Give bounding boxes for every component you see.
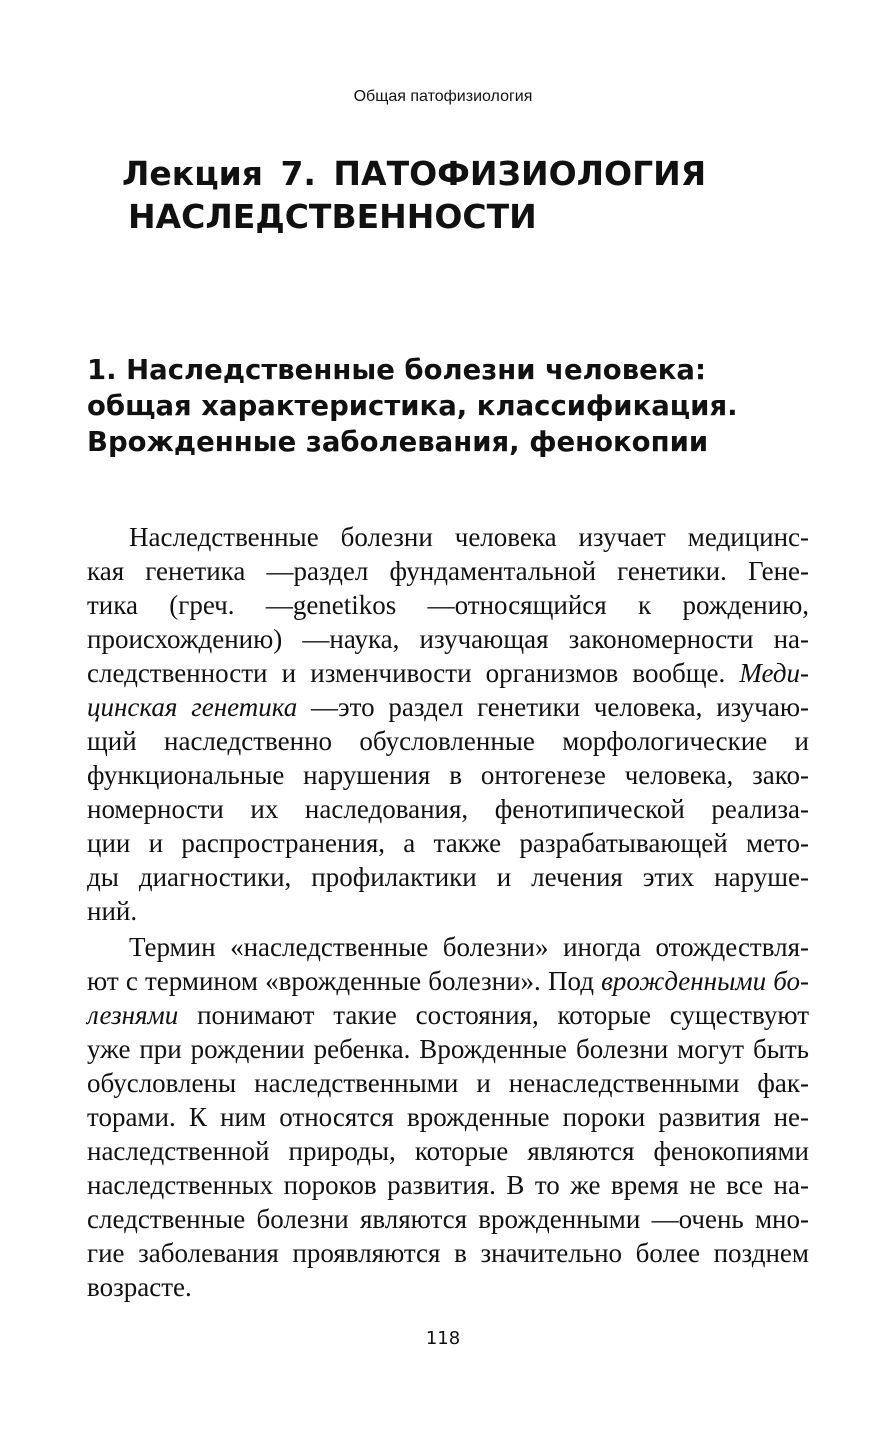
text-line: ды диагностики, профилактики и лечения этих наруше- [87, 862, 809, 892]
text-line: ний. [87, 896, 138, 926]
text-line: наследственных пороков развития. В то же время не все на- [87, 1170, 809, 1200]
text-line: наследственной природы, которые являются фенокопиями [87, 1136, 809, 1166]
running-head: Общая патофизиология [353, 88, 533, 105]
body-text [87, 520, 809, 1304]
text-line [87, 690, 809, 724]
text-segment: следственности и изменчивости организмов вообще. [87, 658, 726, 688]
text-line [87, 656, 809, 690]
text-line: номерности их наследования, фенотипической реализа- [87, 794, 809, 824]
text-segment: —это раздел генетики человека, изучаю- [311, 692, 810, 722]
page-number: 118 [425, 1328, 461, 1349]
paragraph-2 [87, 930, 809, 1304]
italic-term: Меди- [739, 658, 809, 688]
text-line: возрасте. [87, 1272, 192, 1302]
lecture-title [122, 152, 842, 238]
text-line [87, 964, 809, 998]
text-line: Наследственные болезни человека изучает медицинс- [129, 522, 809, 552]
text-line: тика (греч. —genetikos —относящийся к рождению, [87, 590, 809, 620]
lecture-title-line-2: НАСЛЕДСТВЕННОСТИ [128, 197, 537, 236]
text-segment: ют с термином «врожденные болезни». Под [87, 966, 594, 996]
text-segment: понимают такие состояния, которые существуют [197, 1000, 810, 1030]
italic-term: цинская генетика [87, 692, 298, 722]
text-line: следственные болезни являются врожденными —очень мно- [87, 1204, 809, 1234]
section-title-line-3: Врожденные заболевания, фенокопии [87, 426, 709, 458]
text-line: уже при рождении ребенка. Врожденные болезни могут быть [87, 1034, 809, 1064]
section-title-line-2: общая характеристика, классификация. [87, 390, 738, 422]
text-line [87, 998, 809, 1032]
text-line: функциональные нарушения в онтогенезе человека, зако- [87, 760, 809, 790]
lecture-title-line-1: Лекция 7. ПАТОФИЗИОЛОГИЯ [122, 154, 707, 193]
text-line: обусловлены наследственными и ненаследственными фак- [87, 1068, 809, 1098]
text-line: гие заболевания проявляются в значительно более позднем [87, 1238, 809, 1268]
italic-term: врожденными бо- [601, 966, 810, 996]
text-line: торами. К ним относятся врожденные пороки развития не- [87, 1102, 809, 1132]
italic-term: лезнями [87, 1000, 179, 1030]
text-line: происхождению) —наука, изучающая закономерности на- [87, 624, 809, 654]
text-line: Термин «наследственные болезни» иногда отождествля- [129, 932, 809, 962]
text-line: ции и распространения, а также разрабатывающей мето- [87, 828, 809, 858]
section-title [87, 352, 827, 460]
section-title-line-1: 1. Наследственные болезни человека: [87, 354, 706, 386]
paragraph-1 [87, 520, 809, 928]
text-line: кая генетика —раздел фундаментальной генетики. Гене- [87, 556, 809, 586]
text-line: щий наследственно обусловленные морфологические и [87, 726, 809, 756]
